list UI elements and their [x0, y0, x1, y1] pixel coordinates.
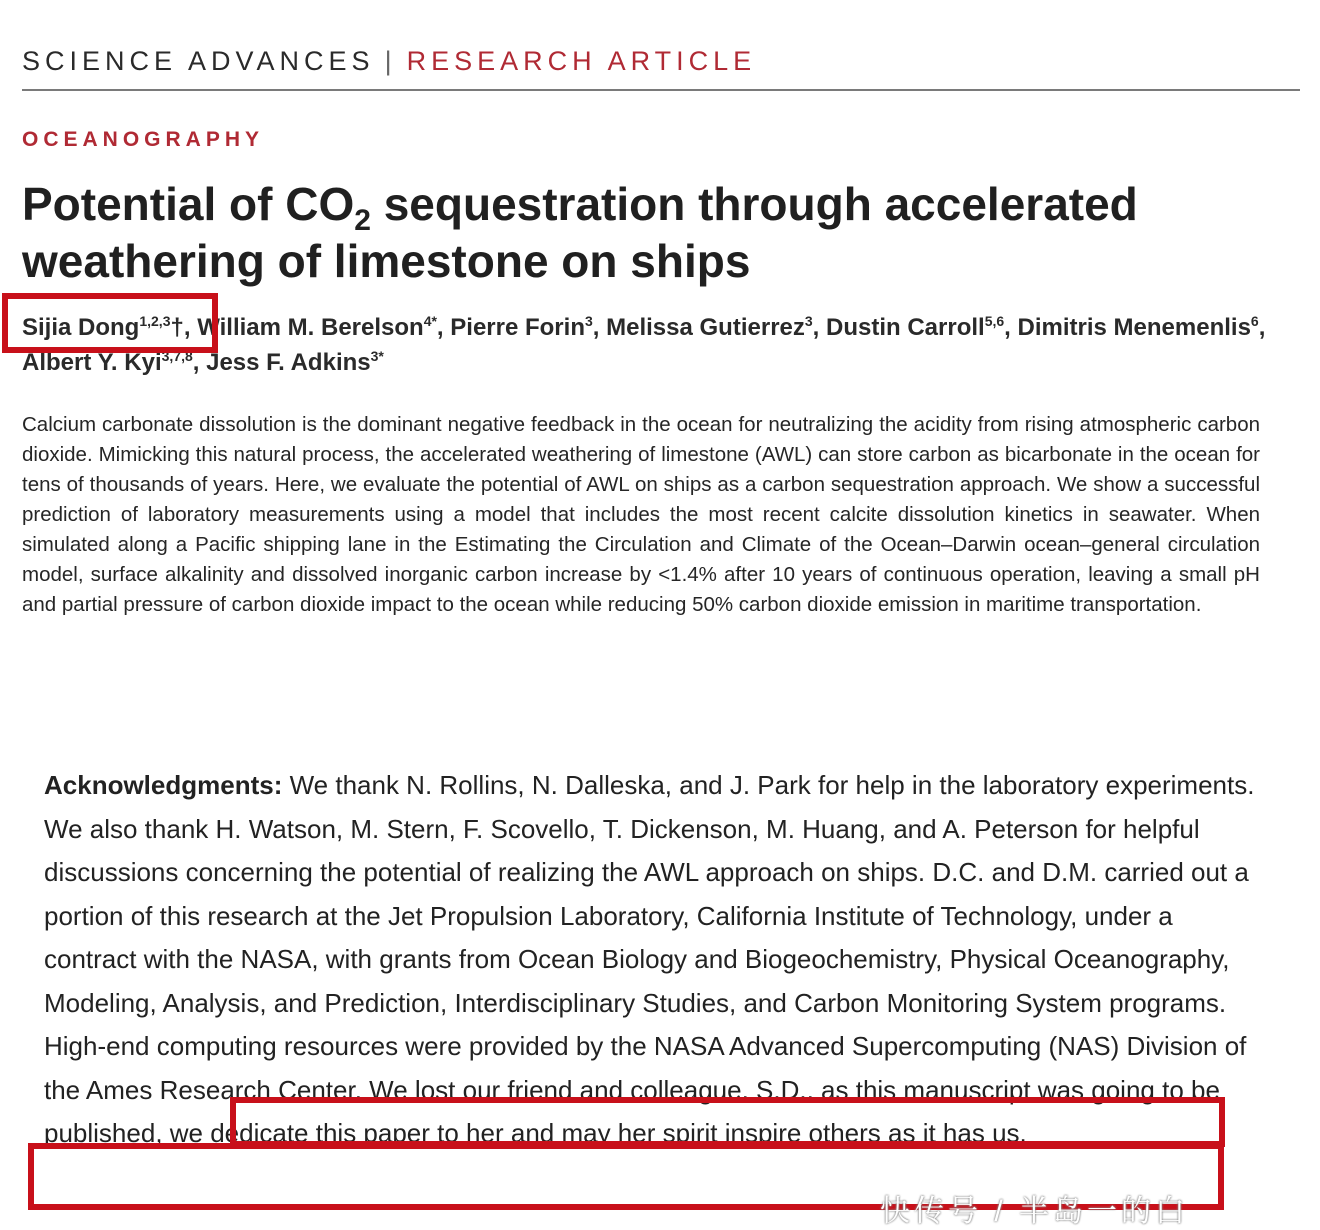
- author-name: Sijia Dong: [22, 314, 140, 341]
- author-affiliation: 3: [804, 313, 813, 329]
- article-title: [22, 176, 1282, 290]
- highlight-box-dedication-line-1: [230, 1097, 1225, 1147]
- abstract: Calcium carbonate dissolution is the dominant negative feedback in the ocean for neutralizing the acidity from rising atmospheric carbon dioxide. Mimicking this natural process, the accelerated weathering of limestone (AWL) can store carbon as bicarbonate in the ocean for tens of thousands of years. Here, we evaluate the potential of AWL on ships as a carbon sequestration approach. We show a successful prediction of laboratory measurements using a model that includes the most recent calcite dissolution kinetics in seawater. When simulated along a Pacific shipping lane in the Estimating the Circulation and Climate of the Ocean–Darwin ocean–general circulation model, surface alkalinity and dissolved inorganic carbon increase by <1.4% after 10 years of continuous operation, leaving a small pH and partial pressure of carbon dioxide impact to the ocean while reducing 50% carbon dioxide emission in maritime transportation.: [22, 413, 1260, 616]
- watermark: 快传号 / 半岛一的白: [880, 1195, 1190, 1228]
- author-name: Jess F. Adkins: [206, 349, 371, 376]
- author-name: Melissa Gutierrez: [606, 314, 805, 341]
- author-affiliation: 3,7,8: [161, 348, 193, 364]
- author-name: William M. Berelson: [197, 314, 424, 341]
- subject-category: OCEANOGRAPHY: [22, 128, 265, 151]
- author-separator: ,: [192, 349, 207, 376]
- author-affiliation: 5,6: [984, 313, 1005, 329]
- title-part-2: sequestration through accelerated weathering of limestone on ships: [22, 178, 1138, 287]
- author-affiliation: 4*: [423, 313, 437, 329]
- header-rule: [22, 89, 1300, 91]
- title-subscript: 2: [354, 204, 371, 238]
- author-affiliation: 3: [584, 313, 593, 329]
- acknowledgments-text: We thank N. Rollins, N. Dalleska, and J. Park for help in the laboratory experiments. We also thank H. Watson, M. Stern, F. Scovello, T. Dickenson, M. Huang, and A. Peterson for helpful discussions concerning the potential of realizing the AWL approach on ships. D.C. and D.M. carried out a portion of this research at the Jet Propulsion Laboratory, California Institute of Technology, under a contract with the NASA, with grants from Ocean Biology and Biogeochemistry, Physical Oceanography, Modeling, Analysis, and Prediction, Interdisciplinary Studies, and Carbon Monitoring System programs. High-end computing resources were provided by the NASA Advanced Supercomputing (NAS) Division of the Ames Research Center. We lost our friend and colleague, S.D., as this manuscript was going to be published, we dedicate this paper to her and may her spirit inspire others as it has us.: [44, 770, 1255, 1148]
- author-mark: †: [170, 314, 184, 341]
- author-separator: ,: [183, 314, 198, 341]
- highlight-box-author: [2, 293, 218, 353]
- header-separator: |: [384, 46, 397, 76]
- author-separator: ,: [812, 314, 827, 341]
- author-name: Dimitris Menemenlis: [1017, 314, 1251, 341]
- author-affiliation: 1,2,3: [139, 313, 171, 329]
- author-affiliation: 3*: [370, 348, 384, 364]
- author-separator: ,: [1258, 314, 1266, 341]
- title-part-1: Potential of CO: [22, 178, 355, 230]
- author-separator: ,: [1004, 314, 1018, 341]
- author-name: Dustin Carroll: [826, 314, 985, 341]
- author-affiliation: 6: [1250, 313, 1259, 329]
- author-separator: ,: [436, 314, 451, 341]
- acknowledgments-heading: Acknowledgments:: [44, 770, 283, 800]
- journal-header: [22, 44, 756, 78]
- journal-name: SCIENCE ADVANCES: [22, 46, 375, 76]
- author-name: Pierre Forin: [450, 314, 585, 341]
- article-type: RESEARCH ARTICLE: [406, 46, 757, 76]
- author-separator: ,: [592, 314, 607, 341]
- author-name: Albert Y. Kyi: [22, 349, 162, 376]
